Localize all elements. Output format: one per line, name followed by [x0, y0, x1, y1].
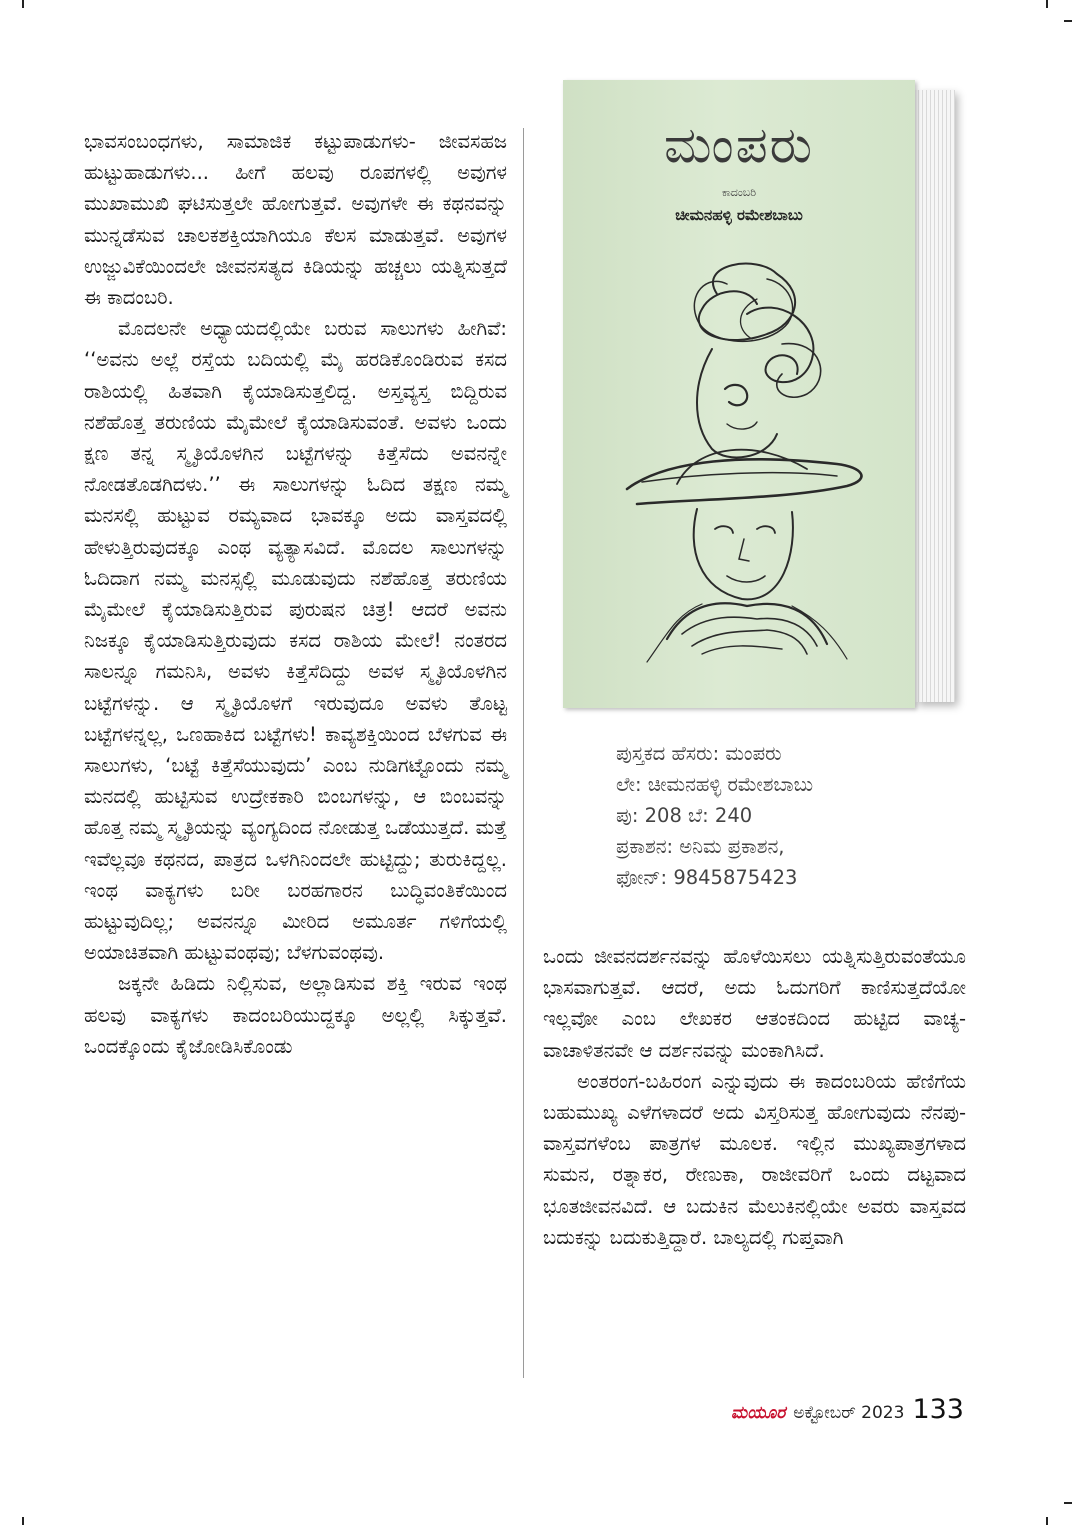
page-footer	[731, 1394, 964, 1425]
article-paragraph: ಮೊದಲನೇ ಅಧ್ಯಾಯದಲ್ಲಿಯೇ ಬರುವ ಸಾಲುಗಳು ಹೀಗಿವೆ: ‘‘ಅವನು ಅಲ್ಲೆ ರಸ್ತೆಯ ಬದಿಯಲ್ಲಿ ಮೈ ಹರಡಿಕೊಂಡಿರುವ ಕಸದ ರಾಶಿಯಲ್ಲಿ ಹಿತವಾಗಿ ಕೈಯಾಡಿಸುತ್ತಲಿದ್ದ. ಅಸ್ತವ್ಯಸ್ತ ಬಿದ್ದಿರುವ ನಶೆಹೊತ್ತ ತರುಣಿಯ ಮೈಮೇಲೆ ಕೈಯಾಡಿಸುವಂತೆ. ಅವಳು ಒಂದು ಕ್ಷಣ ತನ್ನ ಸ್ಮೃತಿಯೊಳಗಿನ ಬಟ್ಟೆಗಳನ್ನು ಕಿತ್ತೆಸೆದು ಅವನನ್ನೇ ನೋಡತೊಡಗಿದಳು.’’ ಈ ಸಾಲುಗಳನ್ನು ಓದಿದ ತಕ್ಷಣ ನಮ್ಮ ಮನಸಲ್ಲಿ ಹುಟ್ಟುವ ರಮ್ಯವಾದ ಭಾವಕ್ಕೂ ಅದು ವಾಸ್ತವದಲ್ಲಿ ಹೇಳುತ್ತಿರುವುದಕ್ಕೂ ಎಂಥ ವ್ಯತ್ಯಾಸವಿದೆ. ಮೊದಲ ಸಾಲುಗಳನ್ನು ಓದಿದಾಗ ನಮ್ಮ ಮನಸ್ಸಲ್ಲಿ ಮೂಡುವುದು ನಶೆಹೊತ್ತ ತರುಣಿಯ ಮೈಮೇಲೆ ಕೈಯಾಡಿಸುತ್ತಿರುವ ಪುರುಷನ ಚಿತ್ರ! ಆದರೆ ಅವನು ನಿಜಕ್ಕೂ ಕೈಯಾಡಿಸುತ್ತಿರುವುದು ಕಸದ ರಾಶಿಯ ಮೇಲೆ! ನಂತರದ ಸಾಲನ್ನೂ ಗಮನಿಸಿ, ಅವಳು ಕಿತ್ತೆಸೆದಿದ್ದು ಅವಳ ಸ್ಮೃತಿಯೊಳಗಿನ ಬಟ್ಟೆಗಳನ್ನು. ಆ ಸ್ಮೃತಿಯೊಳಗೆ ಇರುವುದೂ ಅವಳು ತೊಟ್ಟ ಬಟ್ಟೆಗಳನ್ನಲ್ಲ, ಒಣಹಾಕಿದ ಬಟ್ಟೆಗಳು! ಕಾವ್ಯಶಕ್ತಿಯಿಂದ ಬೆಳಗುವ ಈ ಸಾಲುಗಳು, ‘ಬಟ್ಟೆ ಕಿತ್ತೆಸೆಯುವುದು’ ಎಂಬ ನುಡಿಗಟ್ಟೊಂದು ನಮ್ಮ ಮನದಲ್ಲಿ ಹುಟ್ಟಿಸುವ ಉದ್ರೇಕಕಾರಿ ಬಿಂಬಗಳನ್ನು, ಆ ಬಿಂಬವನ್ನು ಹೊತ್ತ ನಮ್ಮ ಸ್ಮೃತಿಯನ್ನು ವ್ಯಂಗ್ಯದಿಂದ ನೋಡುತ್ತ ಒಡೆಯುತ್ತದೆ. ಮತ್ತೆ ಇವೆಲ್ಲವೂ ಕಥನದ, ಪಾತ್ರದ ಒಳಗಿನಿಂದಲೇ ಹುಟ್ಟಿದ್ದು; ತುರುಕಿದ್ದಲ್ಲ. ಇಂಥ ವಾಕ್ಯಗಳು ಬರೀ ಬರಹಗಾರನ ಬುದ್ಧಿವಂತಿಕೆಯಿಂದ ಹುಟ್ಟುವುದಿಲ್ಲ; ಅವನನ್ನೂ ಮೀರಿದ ಅಮೂರ್ತ ಗಳಿಗೆಯಲ್ಲಿ ಅಯಾಚಿತವಾಗಿ ಹುಟ್ಟುವಂಥವು; ಬೆಳಗುವಂಥವು.	[84, 317, 507, 965]
article-left-column	[84, 126, 507, 1062]
article-right-column	[543, 941, 966, 1253]
article-paragraph: ಜಕ್ಕನೇ ಹಿಡಿದು ನಿಲ್ಲಿಸುವ, ಅಲ್ಲಾಡಿಸುವ ಶಕ್ತಿ ಇರುವ ಇಂಥ ಹಲವು ವಾಕ್ಯಗಳು ಕಾದಂಬರಿಯುದ್ದಕ್ಕೂ ಅಲ್ಲಲ್ಲಿ ಸಿಕ್ಕುತ್ತವೆ. ಒಂದಕ್ಕೊಂದು ಕೈಜೋಡಿಸಿಕೊಂಡು	[84, 972, 507, 1058]
book-page-edges	[915, 90, 955, 702]
crop-mark-right-top	[1064, 20, 1072, 22]
crop-mark-bottom-right	[1046, 1517, 1048, 1525]
book-cover-subtitle: ಕಾದಂಬರಿ	[721, 186, 757, 199]
sketch-portrait-illustration	[607, 254, 887, 664]
article-paragraph: ಒಂದು ಜೀವನದರ್ಶನವನ್ನು ಹೊಳೆಯಿಸಲು ಯತ್ನಿಸುತ್ತಿರುವಂತೆಯೂ ಭಾಸವಾಗುತ್ತವೆ. ಆದರೆ, ಅದು ಓದುಗರಿಗೆ ಕಾಣಿಸುತ್ತದೆಯೋ ಇಲ್ಲವೋ ಎಂಬ ಲೇಖಕರ ಆತಂಕದಿಂದ ಹುಟ್ಟಿದ ವಾಚ್ಯ-ವಾಚಾಳಿತನವೇ ಆ ದರ್ಶನವನ್ನು ಮಂಕಾಗಿಸಿದೆ.	[543, 945, 966, 1062]
crop-mark-top-right	[1046, 0, 1048, 8]
book-front-cover	[563, 80, 915, 708]
book-cover-author: ಚೀಮನಹಳ್ಳಿ ರಮೇಶಬಾಬು	[675, 206, 803, 224]
caption-publisher: ಪ್ರಕಾಶನ: ಅನಿಮ ಪ್ರಕಾಶನ,	[616, 835, 785, 858]
caption-book-name: ಪುಸ್ತಕದ ಹೆಸರು: ಮಂಪರು	[616, 742, 782, 765]
crop-mark-top-left	[22, 0, 24, 8]
caption-phone: ಫೋನ್: 9845875423	[616, 866, 798, 889]
crop-mark-bottom-left	[22, 1517, 24, 1525]
article-paragraph: ಭಾವಸಂಬಂಧಗಳು, ಸಾಮಾಜಿಕ ಕಟ್ಟುಪಾಡುಗಳು- ಜೀವಸಹಜ ಹುಟ್ಟುಹಾಡುಗಳು... ಹೀಗೆ ಹಲವು ರೂಪಗಳಲ್ಲಿ ಅವುಗಳ ಮುಖಾಮುಖಿ ಘಟಿಸುತ್ತಲೇ ಹೋಗುತ್ತವೆ. ಅವುಗಳೇ ಈ ಕಥನವನ್ನು ಮುನ್ನಡೆಸುವ ಚಾಲಕಶಕ್ತಿಯಾಗಿಯೂ ಕೆಲಸ ಮಾಡುತ್ತವೆ. ಅವುಗಳ ಉಜ್ಜುವಿಕೆಯಿಂದಲೇ ಜೀವನಸತ್ಯದ ಕಿಡಿಯನ್ನು ಹಚ್ಚಲು ಯತ್ನಿಸುತ್ತದೆ ಈ ಕಾದಂಬರಿ.	[84, 130, 507, 310]
article-paragraph: ಅಂತರಂಗ-ಬಹಿರಂಗ ಎನ್ನುವುದು ಈ ಕಾದಂಬರಿಯ ಹೆಣಿಗೆಯ ಬಹುಮುಖ್ಯ ಎಳೆಗಳಾದರೆ ಅದು ವಿಸ್ತರಿಸುತ್ತ ಹೋಗುವುದು ನೆನಪು-ವಾಸ್ತವಗಳೆಂಬ ಪಾತ್ರಗಳ ಮೂಲಕ. ಇಲ್ಲಿನ ಮುಖ್ಯಪಾತ್ರಗಳಾದ ಸುಮನ, ರತ್ನಾಕರ, ರೇಣುಕಾ, ರಾಜೀವರಿಗೆ ಒಂದು ದಟ್ಟವಾದ ಭೂತಜೀವನವಿದೆ. ಆ ಬದುಕಿನ ಮೆಲುಕಿನಲ್ಲಿಯೇ ಅವರು ವಾಸ್ತವದ ಬದುಕನ್ನು ಬದುಕುತ್ತಿದ್ದಾರೆ. ಬಾಲ್ಯದಲ್ಲಿ ಗುಪ್ತವಾಗಿ	[543, 1069, 966, 1249]
book-cover-title: ಮಂಪರು	[663, 116, 815, 174]
magazine-logo: ಮಯೂರ	[731, 1403, 786, 1423]
caption-pages-price: ಪು: 208 ಬೆ: 240	[616, 804, 753, 827]
crop-mark-right-bottom	[1064, 1502, 1072, 1504]
column-divider	[523, 128, 524, 1378]
issue-date: ಅಕ್ಟೋಬರ್ 2023	[793, 1403, 905, 1423]
book-cover-image	[563, 80, 963, 710]
page-number: 133	[912, 1394, 964, 1425]
book-details-caption	[616, 738, 813, 893]
caption-author: ಲೇ: ಚೀಮನಹಳ್ಳಿ ರಮೇಶಬಾಬು	[616, 773, 814, 796]
